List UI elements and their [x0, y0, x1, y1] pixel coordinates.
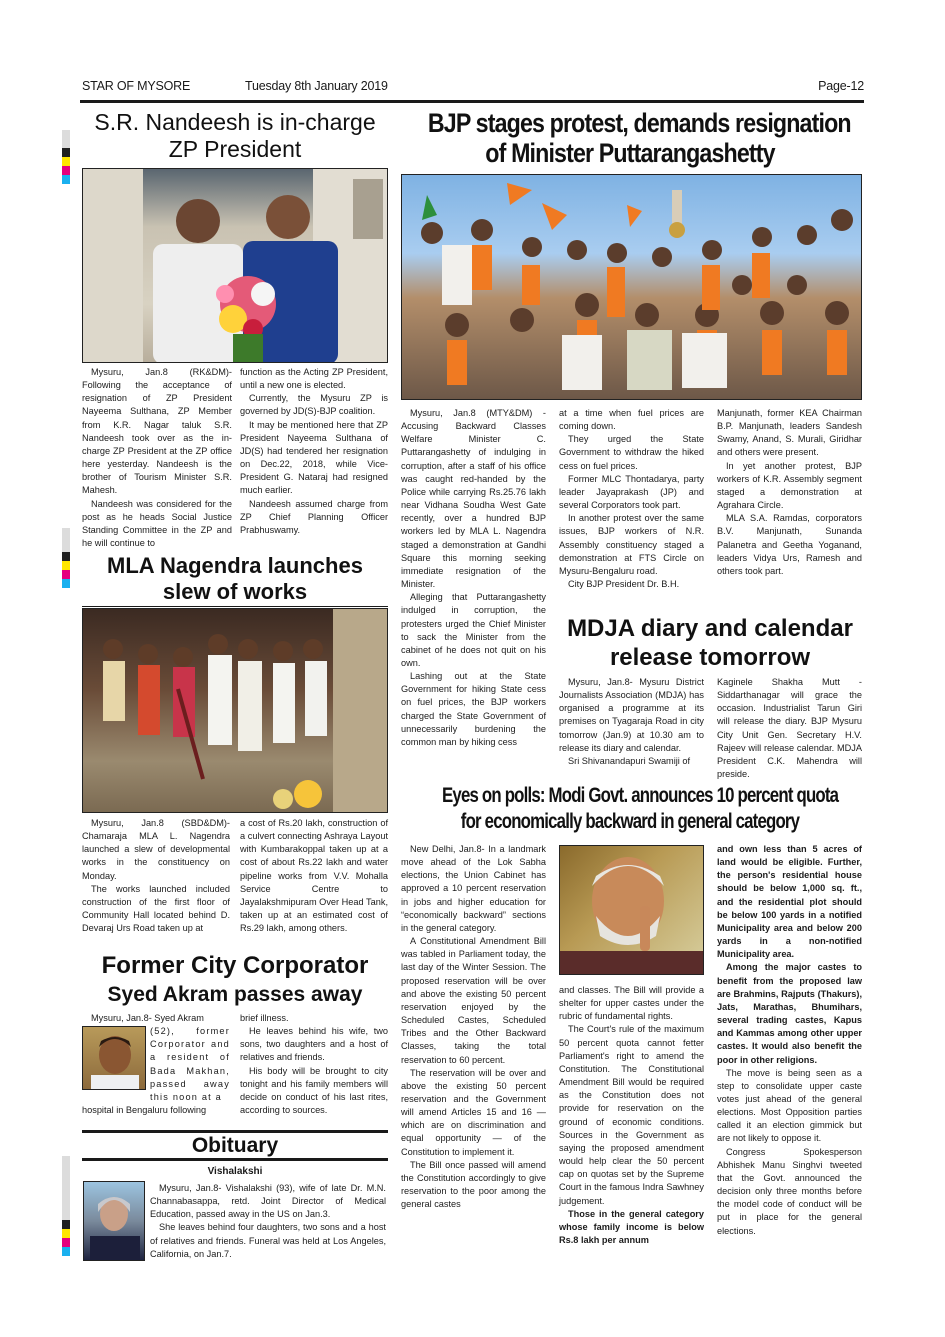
mdja-headline: MDJA diary and calendar release tomorrow — [567, 615, 853, 671]
masthead — [80, 79, 864, 101]
akram-portrait-illustration — [83, 1027, 146, 1090]
nagendra-column-1: Mysuru, Jan.8 (SBD&DM)- Chamaraja MLA L. Nagendra launched a slew of developmental works in the constituency on Monday. The works launched included construction of the first floor of Community Hall located behind D. Devaraj Urs Road taken up at — [82, 818, 230, 934]
akram-column-1: Mysuru, Jan.8- Syed Akram (52), former Corporator and a resident of Bada Makhan, passed away this noon at a hospital in Bengaluru following — [82, 1013, 230, 1116]
obituary-section-title: Obituary — [191, 1134, 279, 1157]
obituary-photo — [83, 1181, 145, 1261]
obituary-bottom-rule — [82, 1158, 388, 1161]
bjp-protest-column-3: Manjunath, former KEA Chairman B.P. Manjunath, leaders Sandesh Swamy, Anand, S. Murali, Giridhar and others were present. In yet another protest, BJP workers of K.R. Assembly segment staged a demonstration at Agrahara Circle. MLA S.A. Ramdas, corporators B.V. Manjunath, Sunanda Palanetra and Geetha Yoganand, leaders Vidya Urs, Ramesh and others took part. — [717, 408, 862, 576]
nagendra-headline: MLA Nagendra launches slew of works — [107, 553, 363, 604]
groundbreaking-ceremony-illustration — [83, 609, 388, 813]
nandeesh-column-2: function as the Acting ZP President, until a new one is elected. Currently, the Mysuru ZP is governed by JD(S)-BJP coalition. It may be mentioned here that ZP President Nayeema Sulthana of JD(S) had tendered her resignation on Dec.22, 2018, while Vice-President G. Nataraj had resigned much earlier. Nandeesh assumed charge from ZP Chief Planning Officer Prabhuswamy. — [240, 367, 388, 535]
masthead-rule — [80, 100, 864, 103]
bjp-protest-column-2: at a time when fuel prices are coming down. They urged the State Government to withdraw the hiked cess on fuel prices. Former MLC Thontadarya, party leader Jayaprakash (JP) and several Corporators took part. In another protest over the same issues, BJP workers of N.R. Assembly constituency staged a demonstration at FTS Circle on Mysuru-Bengaluru road. City BJP President Dr. B.H. — [559, 408, 704, 590]
protest-crowd-illustration — [402, 175, 862, 400]
page-number: Page-12 — [818, 79, 864, 93]
akram-column-2: brief illness. He leaves behind his wife, two sons, two daughters and a host of relatives and friends. His body will be brought to city tonight and his family members will decide on conduct of his last rites, according to sources. — [240, 1013, 388, 1116]
akram-photo — [82, 1026, 146, 1090]
nagendra-headline-rule — [82, 606, 388, 607]
issue-date: Tuesday 8th January 2019 — [245, 79, 388, 93]
vishalakshi-portrait-illustration — [84, 1182, 145, 1261]
modi-portrait-illustration — [560, 846, 704, 975]
akram-headline: Former City Corporator Syed Akram passes away — [101, 952, 369, 1006]
nagendra-column-2: a cost of Rs.20 lakh, construction of a culvert connecting Ashraya Layout with Kumbarakoppal taken up at a cost of about Rs.22 lakh and water pipeline works from V.V. Mohalla Service Centre to Jayalakshmipuram Over Head Tank, taken up at an estimated cost of Rs.29 lakh, among others. — [240, 818, 388, 934]
publication-name: STAR OF MYSORE — [82, 79, 191, 93]
mdja-column-2: Kaginele Shakha Mutt - Siddarthanagar will grace the occasion. Industrialist Tarun Giri will release the diary. BJP Mysuru City Unit Gen. Secretary H.V. Rajeev will release calendar. MDJA President C.K. Mahendra will preside. — [717, 677, 862, 780]
quota-headline: Eyes on polls: Modi Govt. announces 10 percent quota for economically backward in general category — [442, 784, 839, 833]
quota-column-2: and classes. The Bill will provide a shelter for upper castes under the rubric of fundamental rights. The Court's rule of the maximum 50 percent quota cannot fetter Parliament's right to amend the Constitution. The Constitutional Amendment Bill would be required as the Constitution does not provide for reservation on the ground of economic conditions. Sources in the Government as saying the proposed amendment would help clear the 50 percent cap on quotas set by the Supreme Court in the famous Indra Sawhney judgement. Those in the general category whose family income is below Rs.8 lakh per annum — [559, 985, 704, 1245]
bjp-protest-photo — [401, 174, 862, 400]
registration-marks-bottom — [62, 1156, 70, 1256]
quota-column-1: New Delhi, Jan.8- In a landmark move ahead of the Lok Sabha elections, the Union Cabinet has approved a 10 percent reservation in jobs and higher education for “economically backward” sections in the general category. A Constitutional Amendment Bill was tabled in Parliament today, the last day of the Winter Session. The proposed reservation will be over and above the existing 50 percent reservation enjoyed by the Scheduled Castes, Scheduled Tribes and the Other Backward Classes, taking the total reservation to 60 percent. The reservation will be over and above the existing 50 percent reservation and the Government will amend Articles 15 and 16 — which are on discrimination and equal opportunity — of the Constitution to implement it. The Bill once passed will amend the Constitution accordingly to give reservation to the poor among the general castes — [401, 844, 546, 1210]
bjp-protest-headline: BJP stages protest, demands resignation of Minister Puttarangashetty — [427, 108, 851, 168]
registration-marks-top — [62, 130, 70, 184]
bjp-protest-column-1: Mysuru, Jan.8 (MTY&DM) - Accusing Backward Classes Welfare Minister C. Puttarangashetty of indulging in corruption, after a staff of his office was caught red-handed by the Police while carrying Rs.25.76 lakh near Vidhana Soudha West Gate recently, over a hundred BJP workers led by MLA L. Nagendra staged a demonstration at Gandhi Square this morning seeking immediate resignation of the Minister. Alleging that Puttarangashetty indulged in corruption, the protesters urged the Chief Minister to sack the Minister from the cabinet of he does not quit on his own. Lashing out at the State Government for hiking State cess on fuel prices, the BJP workers charged the State Government of unnecessarily burdening the common man by hiking cess — [401, 408, 546, 747]
nandeesh-column-1: Mysuru, Jan.8 (RK&DM)- Following the acceptance of resignation of ZP President Nayeema Sulthana, ZP Member from K.R. Nagar taluk S.R. Nandeesh took over as the in-charge ZP President at the ZP office here yesterday. Nandeesh is the brother of Tourism Minister S.R. Mahesh. Nandeesh was considered for the post as he heads Social Justice Standing Committee in the ZP and he will continue to — [82, 367, 232, 549]
nandeesh-headline: S.R. Nandeesh is in-charge ZP President — [94, 109, 376, 163]
quota-column-3: and own less than 5 acres of land would be eligible. Further, the person's residential house should be below 1,000 sq. ft., and the residential plot should be below 100 yards in a notified Municipality area and below 200 yards in a non-notified Municipality area. Among the major castes to benefit from the proposed law are Brahmins, Rajputs (Thakurs), Jats, Marathas, Bhumihars, several trading castes, Kapus and Kammas among other upper castes. It would also benefit the poor in other religions. The move is being seen as a step to consolidate upper caste votes just ahead of the general elections. Most Opposition parties called it an election gimmick but are not likely to oppose it. Congress Spokesperson Abhishek Manu Singhvi tweeted that the Govt. announced the decision only three months before the model code of conduct will be put in place for the general elections. — [717, 844, 862, 1236]
registration-marks-middle — [62, 528, 70, 588]
obituary-name: Vishalakshi — [207, 1166, 263, 1177]
quota-modi-photo — [559, 845, 704, 975]
handshake-photo-illustration — [83, 169, 388, 363]
nagendra-photo — [82, 608, 388, 813]
obituary-body: Mysuru, Jan.8- Vishalakshi (93), wife of late Dr. M.N. Channabasappa, retd. Joint Director of Medical Education, passed away in the US on Jan.3. She leaves behind four daughters, two sons and a host of relatives and friends. Funeral was held at Los Angeles, California, on Jan.7. — [150, 1183, 386, 1259]
mdja-column-1: Mysuru, Jan.8- Mysuru District Journalists Association (MDJA) has organised a programme at its premises on Tyagaraja Road in city tomorrow (Jan.9) at 10.30 am to release its diary and calendar. Sri Shivanandapuri Swamiji of — [559, 677, 704, 766]
nandeesh-photo — [82, 168, 388, 363]
